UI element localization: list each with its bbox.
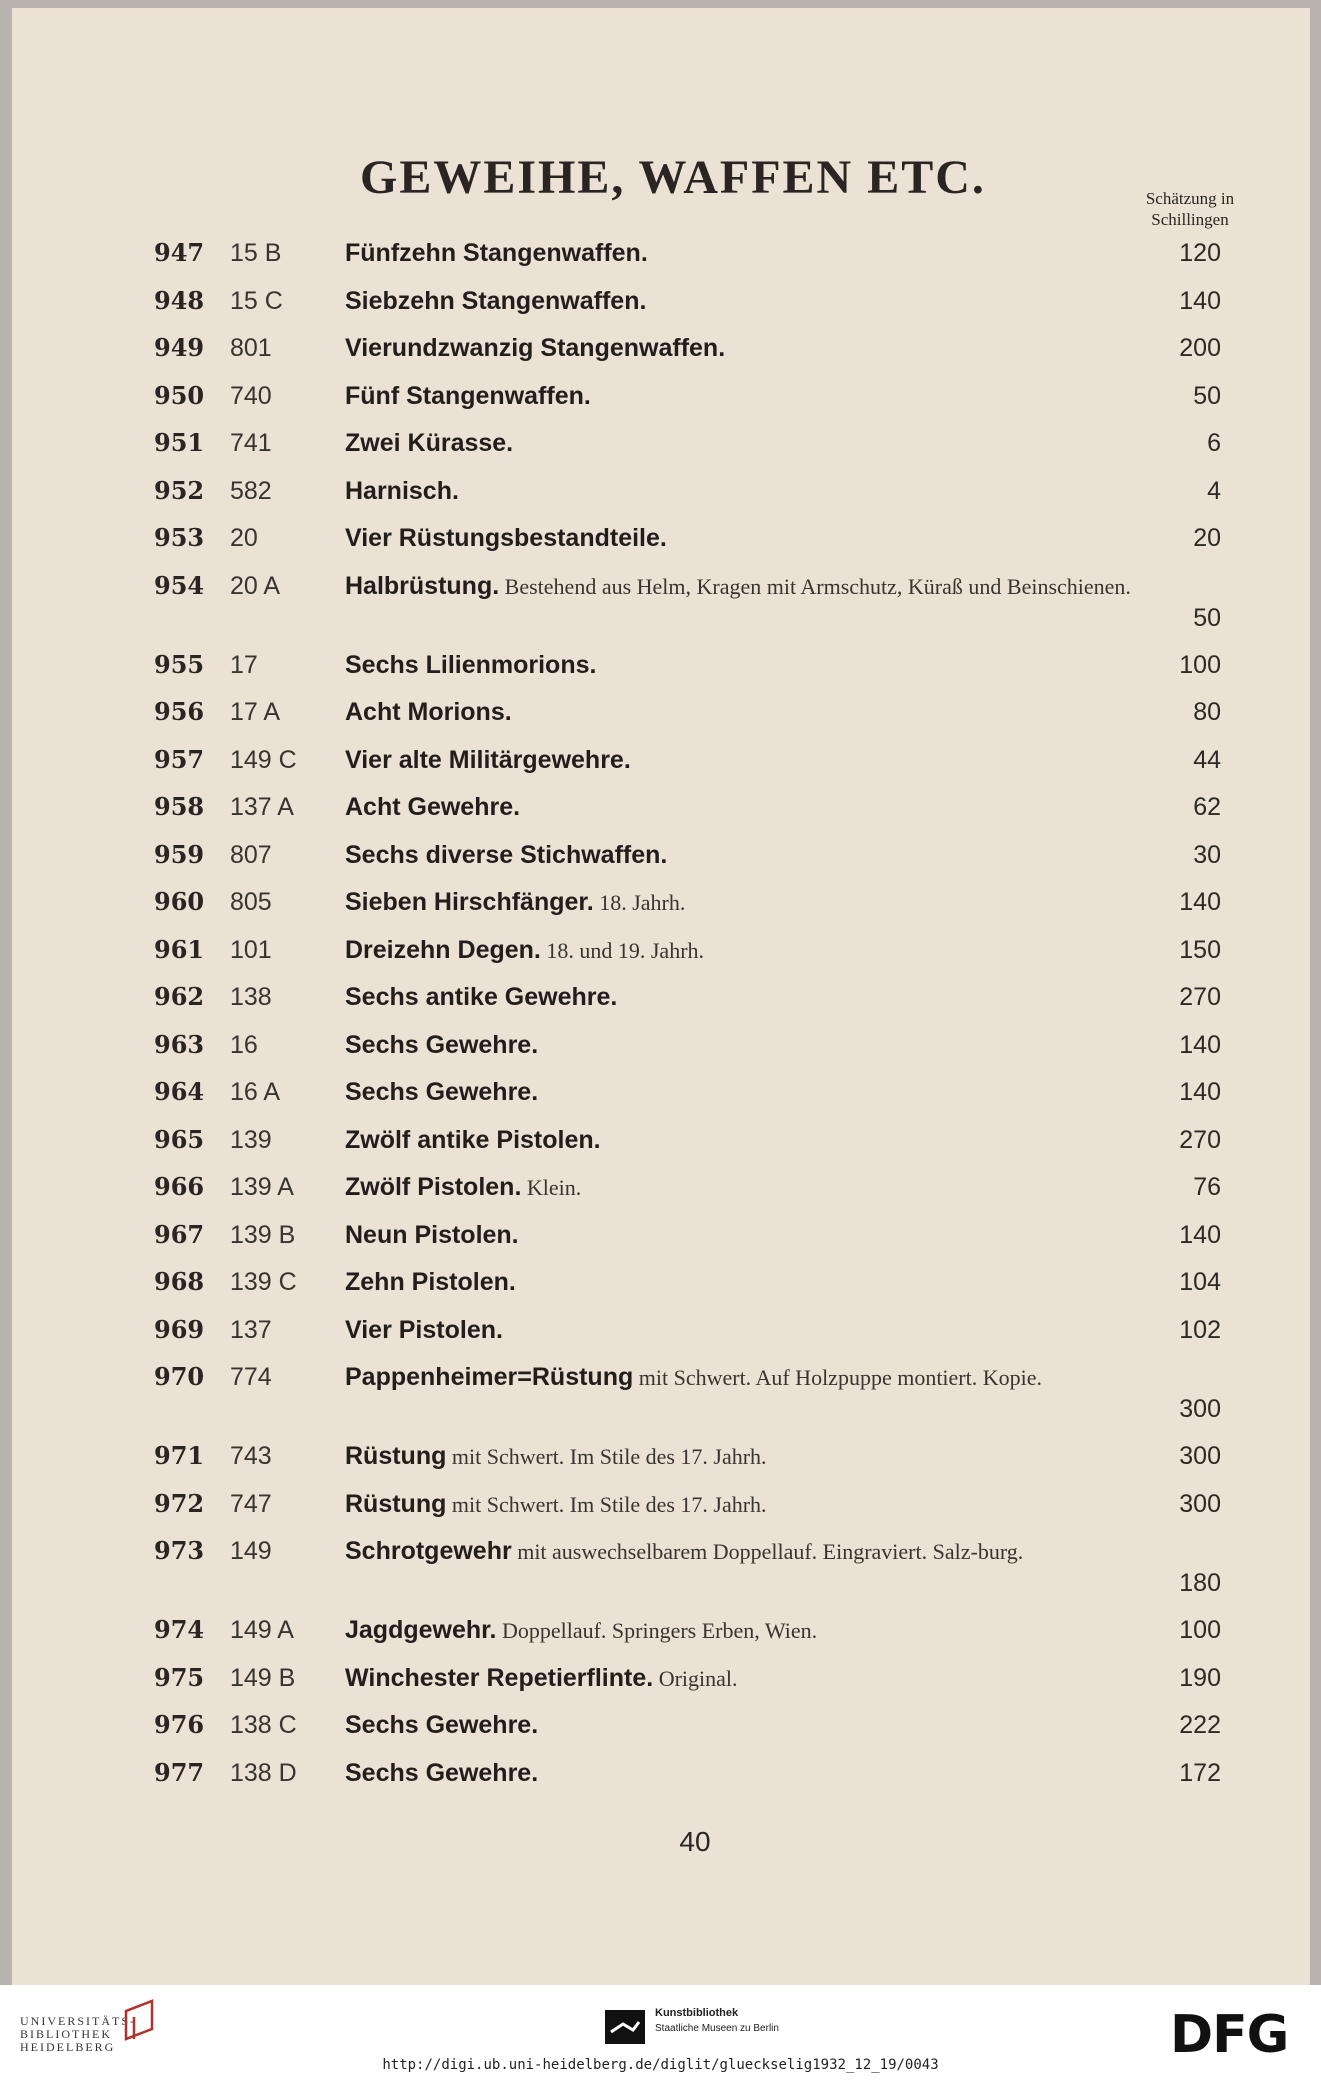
lot-description — [345, 1758, 1155, 1789]
lot-estimate: 150 — [1179, 935, 1221, 964]
lot-row — [0, 1125, 1321, 1173]
lot-title: Sechs Gewehre. — [345, 1711, 539, 1739]
lot-number: 951 — [154, 428, 205, 457]
lot-row — [0, 238, 1321, 286]
lot-row — [0, 935, 1321, 983]
lot-estimate: 140 — [1179, 286, 1221, 315]
lot-row — [0, 1710, 1321, 1758]
lot-description — [345, 1220, 1155, 1251]
lot-title: Winchester Repetierflinte. — [345, 1663, 654, 1692]
lot-estimate: 44 — [1193, 745, 1221, 774]
lot-number: 952 — [154, 475, 205, 505]
lot-estimate: 104 — [1179, 1268, 1221, 1296]
lot-description — [345, 1077, 1155, 1108]
lot-title: Zehn Pistolen. — [345, 1268, 516, 1296]
lot-title: Neun Pistolen. — [345, 1220, 519, 1249]
lot-estimate: 300 — [1179, 1442, 1221, 1470]
lot-description — [345, 1536, 1155, 1567]
lot-row — [0, 570, 1321, 632]
lot-row — [0, 1615, 1321, 1663]
lot-description — [345, 840, 1155, 871]
lot-reference: 741 — [230, 429, 272, 457]
lot-number: 954 — [154, 570, 205, 600]
lot-number: 959 — [154, 839, 205, 869]
estimate-header-line: Schillingen — [1151, 210, 1229, 229]
lot-description — [345, 238, 1155, 269]
lot-description — [345, 571, 1155, 602]
estimate-header-line: Schätzung in — [1145, 189, 1235, 208]
lot-estimate: 270 — [1179, 983, 1221, 1011]
lot-number: 969 — [154, 1314, 205, 1344]
lot-estimate: 4 — [1207, 476, 1221, 505]
dfg-logo: DFG — [1170, 2005, 1289, 2065]
lot-row — [0, 1536, 1321, 1597]
lot-title: Acht Morions. — [345, 698, 512, 726]
lot-row — [0, 1267, 1321, 1315]
lot-estimate: 190 — [1179, 1663, 1221, 1692]
lot-row — [0, 1172, 1321, 1220]
lot-description — [345, 381, 1155, 412]
lot-description — [345, 1663, 1155, 1694]
lot-estimate: 100 — [1179, 650, 1221, 679]
lot-description — [345, 1315, 1155, 1346]
lot-description — [345, 1267, 1155, 1298]
lot-number: 948 — [154, 285, 205, 315]
lot-row — [0, 887, 1321, 935]
lot-number: 953 — [154, 523, 205, 552]
lot-detail: Original. — [658, 1665, 738, 1691]
lot-reference: 139 — [230, 1125, 272, 1154]
lot-reference: 17 A — [230, 698, 281, 726]
lot-title: Halbrüstung. — [345, 571, 500, 600]
lot-detail: mit auswechselbarem Doppellauf. Eingraviert. Salz-burg. — [517, 1539, 1024, 1564]
lot-row — [0, 650, 1321, 698]
lot-reference: 774 — [230, 1363, 272, 1391]
lot-estimate: 76 — [1193, 1173, 1221, 1201]
lot-number: 966 — [154, 1172, 205, 1201]
lot-description — [345, 1710, 1155, 1741]
lot-number: 955 — [154, 649, 205, 679]
lot-title: Fünfzehn Stangenwaffen. — [345, 239, 648, 267]
lot-estimate: 200 — [1179, 334, 1221, 362]
lot-number: 947 — [154, 238, 205, 267]
lot-reference: 807 — [230, 840, 272, 869]
lot-description — [345, 1125, 1155, 1156]
lot-number: 973 — [154, 1536, 205, 1565]
lot-number: 960 — [154, 887, 205, 916]
lot-detail: 18. Jahrh. — [599, 890, 686, 915]
lot-title: Zwölf antike Pistolen. — [345, 1125, 601, 1154]
lot-reference: 740 — [230, 381, 272, 410]
lot-description — [345, 697, 1155, 728]
lot-row — [0, 982, 1321, 1030]
lot-reference: 15 C — [230, 286, 283, 315]
lot-row — [0, 1489, 1321, 1537]
lot-estimate: 140 — [1179, 1078, 1221, 1106]
lot-reference: 20 — [230, 524, 258, 552]
lot-description — [345, 792, 1155, 823]
lot-title: Dreizehn Degen. — [345, 935, 541, 964]
lot-number: 963 — [154, 1029, 205, 1059]
lot-reference: 20 A — [230, 571, 281, 600]
lot-detail: Klein. — [526, 1175, 582, 1200]
lot-estimate: 80 — [1193, 698, 1221, 726]
lot-title: Sechs Gewehre. — [345, 1030, 539, 1059]
lot-number: 971 — [154, 1441, 205, 1470]
lot-number: 957 — [154, 744, 205, 774]
lot-row — [0, 428, 1321, 476]
lot-estimate: 30 — [1193, 840, 1221, 869]
lot-number: 950 — [154, 380, 205, 410]
lot-description — [345, 1172, 1155, 1203]
lot-estimate: 50 — [1193, 381, 1221, 410]
lot-number: 974 — [154, 1615, 205, 1644]
lot-reference: 16 A — [230, 1078, 281, 1106]
lot-reference: 149 B — [230, 1663, 296, 1692]
lot-row — [0, 381, 1321, 429]
lot-detail: mit Schwert. Im Stile des 17. Jahrh. — [451, 1491, 767, 1517]
lot-number: 961 — [154, 934, 205, 964]
lot-title: Pappenheimer=Rüstung — [345, 1363, 634, 1391]
kunstbibliothek-name — [655, 2006, 779, 2036]
lot-number: 962 — [154, 982, 205, 1011]
lot-row — [0, 1315, 1321, 1363]
lot-detail: 18. und 19. Jahrh. — [546, 937, 705, 963]
footer-bar — [0, 1985, 1321, 2085]
lot-reference: 139 C — [230, 1268, 297, 1296]
lot-description — [345, 1615, 1155, 1646]
lot-row — [0, 840, 1321, 888]
lot-row — [0, 1663, 1321, 1711]
lot-reference: 582 — [230, 476, 272, 505]
lot-title: Rüstung — [345, 1442, 447, 1470]
lot-reference: 149 — [230, 1537, 272, 1565]
lot-reference: 101 — [230, 935, 272, 964]
estimate-header — [1120, 188, 1260, 230]
lot-title: Acht Gewehre. — [345, 793, 521, 821]
lot-title: Sechs Gewehre. — [345, 1758, 539, 1787]
lot-reference: 17 — [230, 650, 258, 679]
page-number: 40 — [679, 1826, 711, 1857]
lot-number: 949 — [154, 333, 205, 362]
kunstbibliothek-subtitle: Staatliche Museen zu Berlin — [655, 2023, 779, 2034]
lot-description — [345, 428, 1155, 459]
lot-estimate: 180 — [1179, 1569, 1221, 1597]
lot-title: Schrotgewehr — [345, 1537, 512, 1565]
lot-detail: Bestehend aus Helm, Kragen mit Armschutz, Küraß und Beinschienen. — [504, 573, 1131, 599]
lot-row — [0, 1362, 1321, 1423]
lot-title: Sechs Gewehre. — [345, 1078, 539, 1106]
lot-title: Vier Rüstungsbestandteile. — [345, 524, 667, 552]
source-url[interactable]: http://digi.ub.uni-heidelberg.de/diglit/glueckselig1932_12_19/0043 — [382, 2057, 939, 2073]
lot-title: Fünf Stangenwaffen. — [345, 381, 591, 410]
lot-reference: 15 B — [230, 239, 282, 267]
lot-reference: 138 C — [230, 1711, 297, 1739]
lot-reference: 149 A — [230, 1616, 294, 1644]
lot-reference: 139 B — [230, 1220, 296, 1249]
lot-reference: 137 A — [230, 793, 294, 821]
lot-number: 975 — [154, 1662, 205, 1692]
lot-reference: 805 — [230, 888, 272, 916]
lot-reference: 139 A — [230, 1173, 294, 1201]
lot-title: Harnisch. — [345, 476, 459, 505]
university-line: HEIDELBERG — [20, 2040, 116, 2054]
lot-estimate: 62 — [1193, 793, 1221, 821]
lot-row — [0, 1441, 1321, 1489]
lot-row — [0, 1220, 1321, 1268]
lot-estimate: 20 — [1193, 524, 1221, 552]
lot-title: Vier Pistolen. — [345, 1315, 503, 1344]
lot-title: Zwei Kürasse. — [345, 429, 514, 457]
lot-description — [345, 935, 1155, 966]
lot-description — [345, 1030, 1155, 1061]
lot-row — [0, 333, 1321, 381]
university-line: UNIVERSITÄTS- — [20, 2014, 136, 2028]
lot-row — [0, 286, 1321, 334]
lot-number: 968 — [154, 1267, 205, 1296]
lot-reference: 138 — [230, 983, 272, 1011]
lot-estimate: 172 — [1179, 1758, 1221, 1787]
lot-title: Vier alte Militärgewehre. — [345, 745, 631, 774]
lot-estimate: 100 — [1179, 1616, 1221, 1644]
lot-reference: 747 — [230, 1489, 272, 1518]
lot-title: Jagdgewehr. — [345, 1616, 497, 1644]
lot-estimate: 140 — [1179, 888, 1221, 916]
lot-row — [0, 792, 1321, 840]
lot-number: 965 — [154, 1124, 205, 1154]
lot-title: Sieben Hirschfänger. — [345, 888, 594, 916]
lot-description — [345, 1489, 1155, 1520]
lot-reference: 801 — [230, 334, 272, 362]
lot-detail: mit Schwert. Im Stile des 17. Jahrh. — [451, 1444, 767, 1469]
lot-title: Zwölf Pistolen. — [345, 1173, 522, 1201]
lot-estimate: 300 — [1179, 1489, 1221, 1518]
lot-row — [0, 697, 1321, 745]
lot-reference: 16 — [230, 1030, 258, 1059]
lot-number: 956 — [154, 697, 205, 726]
kunstbibliothek-title: Kunstbibliothek — [655, 2007, 739, 2019]
lot-number: 967 — [154, 1219, 205, 1249]
lot-estimate: 140 — [1179, 1220, 1221, 1249]
lot-estimate: 222 — [1179, 1711, 1221, 1739]
lot-estimate: 102 — [1179, 1315, 1221, 1344]
lot-description — [345, 650, 1155, 681]
lot-row — [0, 1030, 1321, 1078]
lot-estimate: 6 — [1207, 429, 1221, 457]
lot-reference: 138 D — [230, 1758, 297, 1787]
lot-row — [0, 1758, 1321, 1806]
lot-title: Sechs antike Gewehre. — [345, 983, 618, 1011]
lot-row — [0, 1077, 1321, 1125]
lot-number: 972 — [154, 1488, 205, 1518]
lot-estimate: 300 — [1179, 1395, 1221, 1423]
lot-estimate: 120 — [1179, 239, 1221, 267]
lot-description — [345, 476, 1155, 507]
lot-description — [345, 1441, 1155, 1472]
lot-number: 958 — [154, 792, 205, 821]
university-line: BIBLIOTHEK — [20, 2027, 112, 2041]
lot-description — [345, 982, 1155, 1013]
lot-row — [0, 745, 1321, 793]
lot-reference: 137 — [230, 1315, 272, 1344]
lot-reference: 149 C — [230, 745, 297, 774]
university-logo-icon — [122, 1999, 160, 2043]
lot-title: Sechs diverse Stichwaffen. — [345, 840, 668, 869]
lot-description — [345, 286, 1155, 317]
lot-detail: mit Schwert. Auf Holzpuppe montiert. Kopie. — [638, 1365, 1043, 1390]
lot-description — [345, 1362, 1155, 1393]
lot-number: 970 — [154, 1362, 205, 1391]
lot-detail: Doppellauf. Springers Erben, Wien. — [501, 1618, 818, 1643]
lot-title: Sechs Lilienmorions. — [345, 650, 597, 679]
lot-description — [345, 523, 1155, 554]
university-library-name — [20, 2015, 136, 2054]
lot-estimate: 270 — [1179, 1125, 1221, 1154]
lot-number: 976 — [154, 1710, 205, 1739]
lot-number: 977 — [154, 1757, 205, 1787]
lot-reference: 743 — [230, 1442, 272, 1470]
lot-estimate: 140 — [1179, 1030, 1221, 1059]
lot-row — [0, 476, 1321, 524]
lot-estimate: 50 — [1193, 603, 1221, 632]
lot-title: Vierundzwanzig Stangenwaffen. — [345, 334, 726, 362]
lot-description — [345, 887, 1155, 918]
lot-description — [345, 745, 1155, 776]
lot-row — [0, 523, 1321, 571]
page-title: GEWEIHE, WAFFEN ETC. — [360, 151, 986, 204]
lot-title: Rüstung — [345, 1489, 447, 1518]
kunstbibliothek-logo-icon — [605, 2010, 645, 2044]
lot-number: 964 — [154, 1077, 205, 1106]
lot-title: Siebzehn Stangenwaffen. — [345, 286, 647, 315]
lot-description — [345, 333, 1155, 364]
